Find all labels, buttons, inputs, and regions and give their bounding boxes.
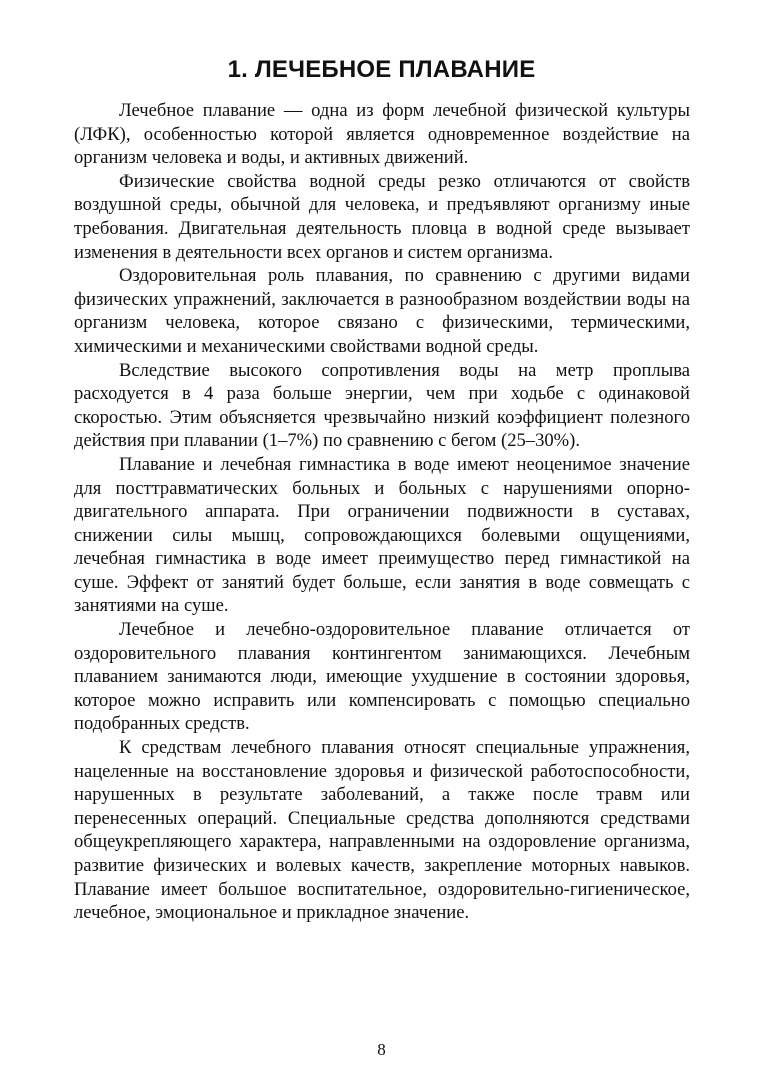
paragraph: Физические свойства водной среды резко отличаются от свойств воздушной среды, обычной для человека, и предъявляют организму иные требования. Двигательная деятельность пловца в водной среде вызывает изменения в деятельности всех органов и систем организма. <box>74 170 690 263</box>
page-title: 1. ЛЕЧЕБНОЕ ПЛАВАНИЕ <box>227 56 536 83</box>
paragraph: Лечебное и лечебно-оздоровительное плавание отличается от оздоровительного плавания контингентом занимающихся. Лечебным плаванием занимаются люди, имеющие ухудшение в состоянии здоровья, которое можно исправить или компенсировать с помощью специально подобранных средств. <box>74 619 690 735</box>
paragraph: Лечебное плавание — одна из форм лечебной физической культуры (ЛФК), особенностью которой является одновременное воздействие на организм человека и воды, и активных движений. <box>74 100 690 169</box>
body-text <box>74 99 690 925</box>
paragraph: К средствам лечебного плавания относят специальные упражнения, нацеленные на восстановление здоровья и физической работоспособности, нарушенных в результате заболеваний, а также после травм или перенесенных операций. Специальные средства дополняются средствами общеукрепляющего характера, направленными на оздоровление организма, развитие физических и волевых качеств, закрепление моторных навыков. Плавание имеет большое воспитательное, оздоровительно-гигиеническое, лечебное, эмоциональное и прикладное значение. <box>74 737 690 924</box>
page-number: 8 <box>377 1040 386 1059</box>
paragraph: Вследствие высокого сопротивления воды на метр проплыва расходуется в 4 раза больше энергии, чем при ходьбе с одинаковой скоростью. Этим объясняется чрезвычайно низкий коэффициент полезного действия при плавании (1–7%) по сравнению с бегом (25–30%). <box>74 359 690 452</box>
paragraph: Оздоровительная роль плавания, по сравнению с другими видами физических упражнений, заключается в разнообразном воздействии воды на организм человека, которое связано с физическими, термическими, химическими и механическими свойствами водной среды. <box>74 265 690 357</box>
paragraph: Плавание и лечебная гимнастика в воде имеют неоценимое значение для посттравматических больных и больных с нарушениями опорно-двигательного аппарата. При ограничении подвижности в суставах, снижении силы мышц, сопровождающихся болевыми ощущениями, лечебная гимнастика в воде имеет преимущество перед гимнастикой на суше. Эффект от занятий будет больше, если занятия в воде совмещать с занятиями на суше. <box>74 453 690 617</box>
